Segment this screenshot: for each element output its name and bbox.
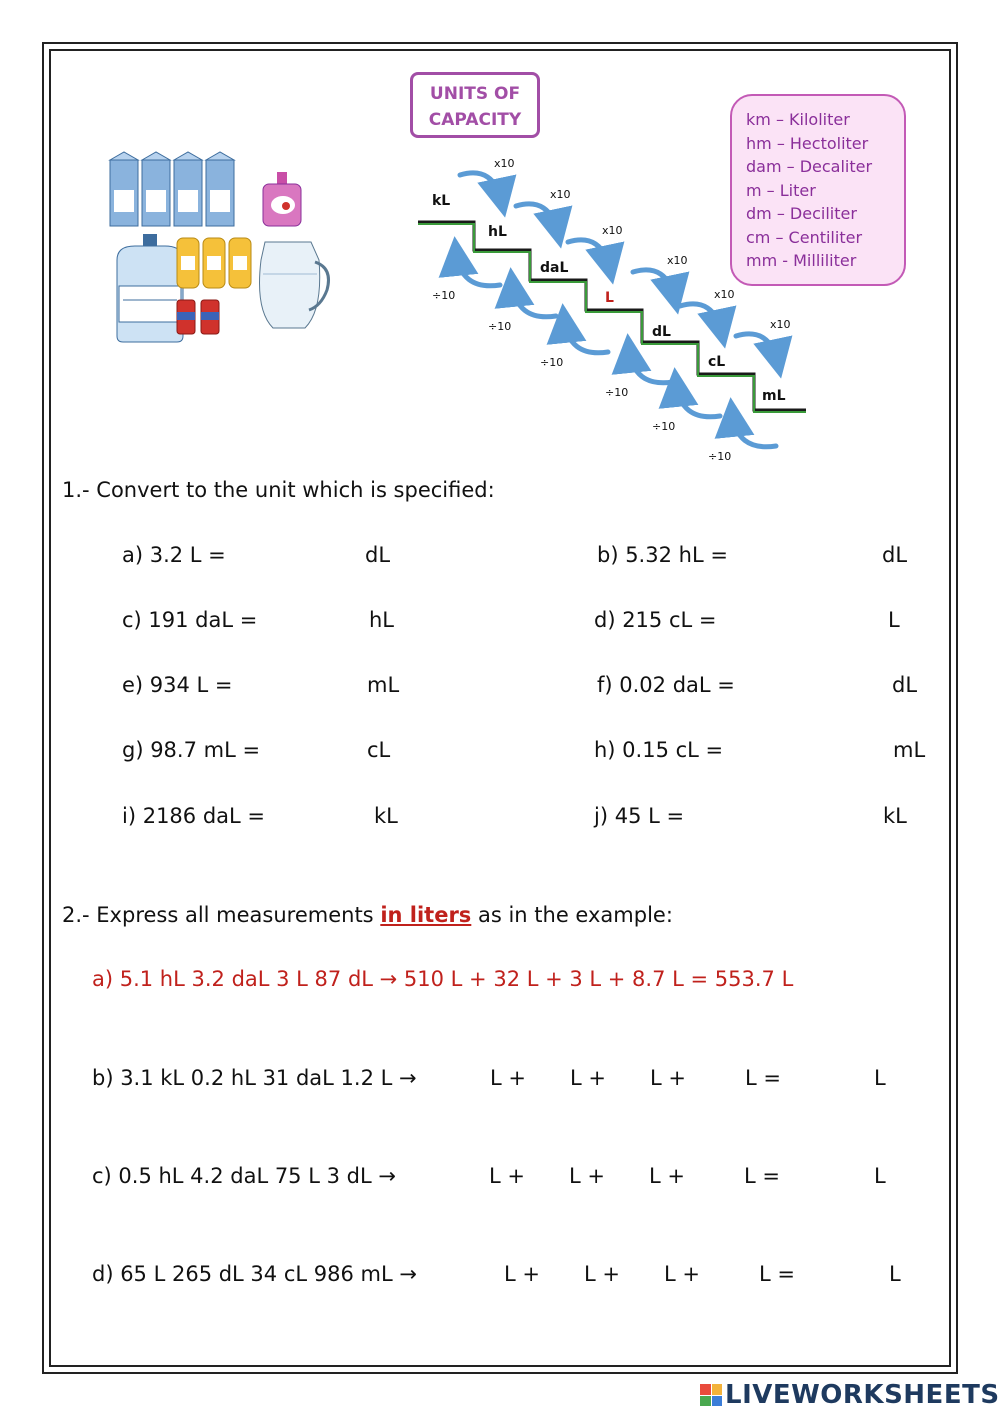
section1-heading: 1.- Convert to the unit which is specified: <box>62 478 495 502</box>
blank-d-3: L + <box>664 1262 700 1286</box>
multiply-arrow <box>460 173 502 203</box>
multiply-label: x10 <box>550 188 571 201</box>
blank-d-5: L <box>889 1262 901 1286</box>
section2-heading <box>62 903 673 927</box>
question-h: h) 0.15 cL = <box>594 738 724 762</box>
unit-staircase <box>410 150 830 480</box>
blank-d-2: L + <box>584 1262 620 1286</box>
question-j: j) 45 L = <box>594 804 685 828</box>
question2-d: d) 65 L 265 dL 34 cL 986 mL → <box>92 1262 417 1286</box>
question-c: c) 191 daL = <box>122 608 258 632</box>
blank-c-1: L + <box>489 1164 525 1188</box>
section2-heading-post: as in the example: <box>471 903 673 927</box>
unit-b: dL <box>882 543 908 567</box>
blank-c-3: L + <box>649 1164 685 1188</box>
stair-unit-dL: dL <box>652 324 671 340</box>
multiply-label: x10 <box>714 288 735 301</box>
multiply-arrow <box>736 334 778 364</box>
legend-item: dm – Deciliter <box>746 204 857 223</box>
divide-label: ÷10 <box>652 420 676 433</box>
divide-label: ÷10 <box>432 289 456 302</box>
section2-heading-emphasis: in liters <box>380 903 472 927</box>
blank-b-4: L = <box>745 1066 781 1090</box>
unit-c: hL <box>369 608 395 632</box>
legend-item: mm - Milliliter <box>746 251 857 270</box>
stair-unit-hL: hL <box>488 224 507 240</box>
question-a: a) 3.2 L = <box>122 543 226 567</box>
multiply-label: x10 <box>602 224 623 237</box>
section2-heading-pre: 2.- Express all measurements <box>62 903 381 927</box>
unit-f: dL <box>892 673 918 697</box>
title-box <box>410 72 540 138</box>
juice-bottles <box>177 238 251 288</box>
divide-arrow <box>676 382 720 417</box>
water-bottle <box>117 234 183 342</box>
question-b: b) 5.32 hL = <box>597 543 728 567</box>
question-g: g) 98.7 mL = <box>122 738 261 762</box>
legend-item: km – Kiloliter <box>746 110 850 129</box>
stair-unit-kL: kL <box>432 193 451 209</box>
stair-line <box>418 222 806 410</box>
blank-c-5: L <box>874 1164 886 1188</box>
perfume-bottle <box>263 172 301 226</box>
legend-item: hm – Hectoliter <box>746 133 869 153</box>
containers-illustration <box>105 150 335 345</box>
multiply-arrow <box>568 240 610 270</box>
stair-unit-mL: mL <box>762 388 786 404</box>
multiply-arrow <box>680 304 722 334</box>
divide-arrow <box>456 251 500 286</box>
liveworksheets-icon <box>700 1384 722 1406</box>
glass-jug <box>260 242 329 328</box>
question-e: e) 934 L = <box>122 673 233 697</box>
divide-label: ÷10 <box>605 386 629 399</box>
title-line-1: UNITS OF <box>429 84 521 104</box>
legend-item: m – Liter <box>746 180 816 200</box>
multiply-label: x10 <box>667 254 688 267</box>
unit-a: dL <box>365 543 391 567</box>
unit-i: kL <box>374 804 398 828</box>
stair-unit-daL: daL <box>540 260 569 276</box>
divide-arrow <box>629 348 673 383</box>
brand-name: LIVEWORKSHEETS <box>725 1380 1000 1410</box>
question-d: d) 215 cL = <box>594 608 717 632</box>
divide-arrow <box>732 412 776 447</box>
blank-c-4: L = <box>744 1164 780 1188</box>
unit-j: kL <box>883 804 907 828</box>
milk-cartons <box>110 152 234 226</box>
worked-example: a) 5.1 hL 3.2 daL 3 L 87 dL → 510 L + 32 L + 3 L + 8.7 L = 553.7 L <box>92 967 794 991</box>
divide-label: ÷10 <box>540 356 564 369</box>
legend-item: dam – Decaliter <box>746 157 873 176</box>
unit-e: mL <box>367 673 400 697</box>
blank-d-1: L + <box>504 1262 540 1286</box>
legend-item: cm – Centiliter <box>746 227 863 247</box>
blank-c-2: L + <box>569 1164 605 1188</box>
liveworksheets-logo[interactable] <box>700 1378 1000 1412</box>
stair-unit-L: L <box>605 290 614 306</box>
blank-b-2: L + <box>570 1066 606 1090</box>
multiply-label: x10 <box>494 157 515 170</box>
multiply-arrow <box>516 204 558 234</box>
stair-unit-cL: cL <box>708 354 726 370</box>
stair-line-green <box>418 224 806 412</box>
divide-arrow <box>564 318 608 353</box>
divide-arrow <box>512 282 556 317</box>
blank-d-4: L = <box>759 1262 795 1286</box>
divide-label: ÷10 <box>708 450 732 463</box>
unit-g: cL <box>367 738 391 762</box>
blank-b-1: L + <box>490 1066 526 1090</box>
question2-b: b) 3.1 kL 0.2 hL 31 daL 1.2 L → <box>92 1066 417 1090</box>
title-line-2: CAPACITY <box>428 110 522 130</box>
multiply-arrow <box>633 270 675 300</box>
blank-b-3: L + <box>650 1066 686 1090</box>
unit-h: mL <box>893 738 926 762</box>
unit-d: L <box>888 608 900 632</box>
question2-c: c) 0.5 hL 4.2 daL 75 L 3 dL → <box>92 1164 396 1188</box>
blank-b-5: L <box>874 1066 886 1090</box>
question-i: i) 2186 daL = <box>122 804 265 828</box>
multiply-label: x10 <box>770 318 791 331</box>
divide-label: ÷10 <box>488 320 512 333</box>
soda-cans <box>177 300 219 334</box>
question-f: f) 0.02 daL = <box>597 673 735 697</box>
